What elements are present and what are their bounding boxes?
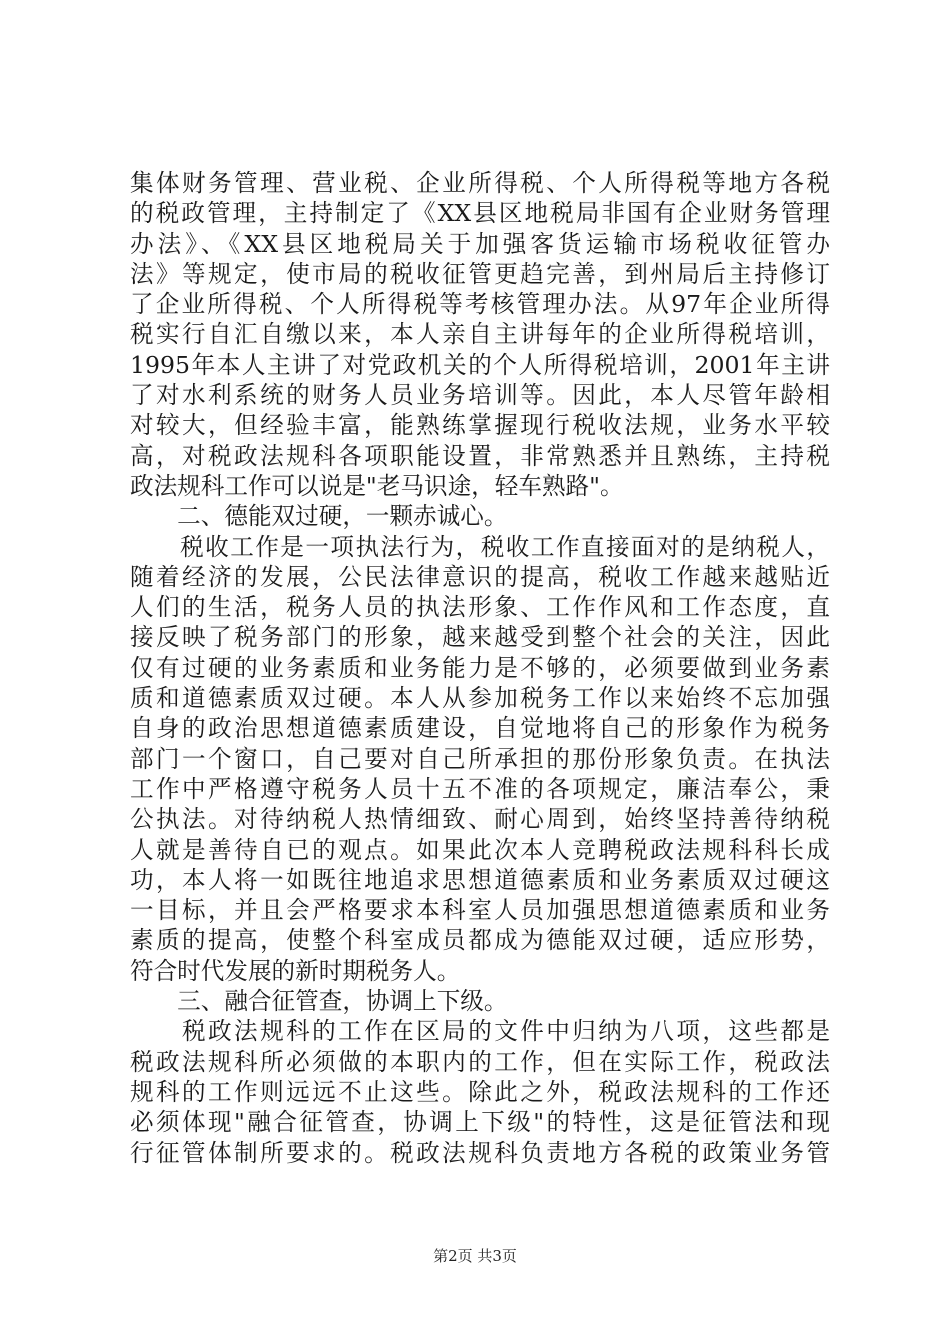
document-text-line: 三、融合征管查，协调上下级。: [130, 987, 508, 1016]
document-text-line: 仅有过硬的业务素质和业务能力是不够的，必须要做到业务素: [130, 653, 830, 682]
document-text-line: 人们的生活，税务人员的执法形象、工作作风和工作态度，直: [130, 593, 830, 622]
document-text-line: 符合时代发展的新时期税务人。: [130, 956, 461, 985]
document-text-line: 税收工作是一项执法行为，税收工作直接面对的是纳税人，: [130, 532, 830, 561]
document-text-line: 税实行自汇自缴以来，本人亲自主讲每年的企业所得税培训，: [130, 320, 830, 349]
document-text-line: 质和道德素质双过硬。本人从参加税务工作以来始终不忘加强: [130, 684, 830, 713]
document-text-line: 人就是善待自已的观点。如果此次本人竞聘税政法规科科长成: [130, 835, 830, 864]
document-text-line: 了对水利系统的财务人员业务培训等。因此，本人尽管年龄相: [130, 381, 830, 410]
document-text-line: 公执法。对待纳税人热情细致、耐心周到，始终坚持善待纳税: [130, 805, 830, 834]
document-text-line: 规科的工作则远远不止这些。除此之外，税政法规科的工作还: [130, 1077, 830, 1106]
document-text-line: 1995年本人主讲了对党政机关的个人所得税培训，2001年主讲: [130, 350, 830, 379]
document-text-line: 的税政管理，主持制定了《XX县区地税局非国有企业财务管理: [130, 199, 830, 228]
document-text-line: 部门一个窗口，自己要对自己所承担的那份形象负责。在执法: [130, 744, 830, 773]
document-text-line: 政法规科工作可以说是"老马识途，轻车熟路"。: [130, 471, 624, 500]
document-text-line: 高，对税政法规科各项职能设置，非常熟悉并且熟练，主持税: [130, 441, 830, 470]
document-text-line: 集体财务管理、营业税、企业所得税、个人所得税等地方各税: [130, 169, 830, 197]
document-text-line: 税政法规科的工作在区局的文件中归纳为八项，这些都是: [130, 1017, 830, 1046]
document-text-line: 一目标，并且会严格要求本科室人员加强思想道德素质和业务: [130, 896, 830, 925]
document-text-line: 了企业所得税、个人所得税等考核管理办法。从97年企业所得: [130, 290, 830, 319]
document-text-line: 法》等规定，使市局的税收征管更趋完善，到州局后主持修订: [130, 259, 830, 288]
document-text-line: 工作中严格遵守税务人员十五不准的各项规定，廉洁奉公，秉: [130, 774, 830, 803]
document-text-line: 行征管体制所要求的。税政法规科负责地方各税的政策业务管: [130, 1138, 830, 1167]
document-text-line: 素质的提高，使整个科室成员都成为德能双过硬，适应形势，: [130, 926, 830, 955]
document-text-line: 功，本人将一如既往地追求思想道德素质和业务素质双过硬这: [130, 865, 830, 894]
document-body: [130, 168, 830, 1168]
document-text-line: 自身的政治思想道德素质建设，自觉地将自己的形象作为税务: [130, 714, 830, 743]
document-text-line: 对较大，但经验丰富，能熟练掌握现行税收法规，业务水平较: [130, 411, 830, 440]
document-text-line: 税政法规科所必须做的本职内的工作，但在实际工作，税政法: [130, 1047, 830, 1076]
document-text-line: 随着经济的发展，公民法律意识的提高，税收工作越来越贴近: [130, 562, 830, 591]
document-text-line: 办法》、《XX县区地税局关于加强客货运输市场税收征管办: [130, 229, 830, 258]
page-footer: 第2页 共3页: [433, 1247, 517, 1265]
document-text-line: 接反映了税务部门的形象，越来越受到整个社会的关注，因此: [130, 623, 830, 652]
document-text-line: 必须体现"融合征管查，协调上下级"的特性，这是征管法和现: [130, 1108, 830, 1137]
document-text-line: 二、德能双过硬，一颗赤诚心。: [130, 502, 508, 531]
